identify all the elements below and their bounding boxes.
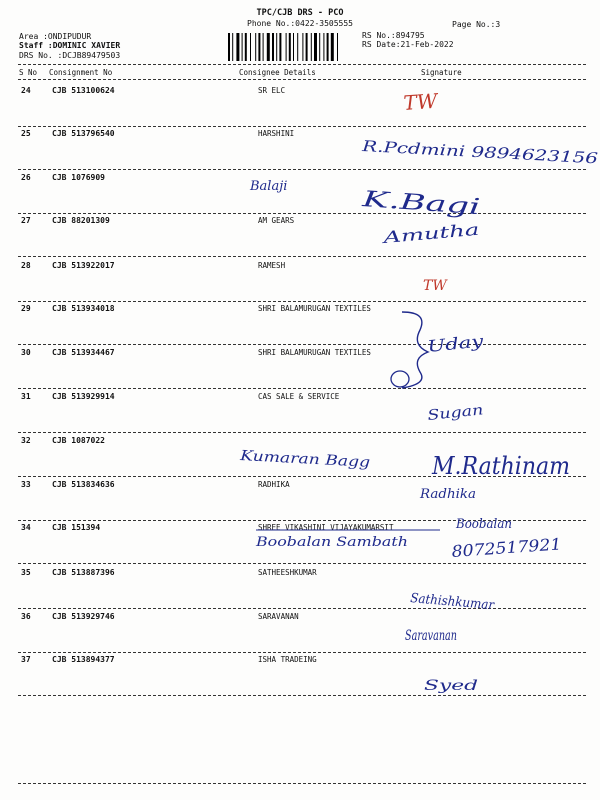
receiver-name-r32: Kumaran Bagg <box>239 448 347 470</box>
col-consignee: Consignee Details <box>239 68 316 77</box>
row-consignment-no: CJB 1087022 <box>52 436 105 445</box>
row-sno: 25 <box>21 129 31 138</box>
row-sno: 33 <box>21 480 31 489</box>
row-sno: 34 <box>21 523 31 532</box>
row-consignee: HARSHINI <box>258 129 295 138</box>
area-label: Area :ONDIPUDUR <box>19 32 92 41</box>
row-sno: 29 <box>21 304 31 313</box>
signature-r28: TW <box>423 278 447 294</box>
signature-r37: Syed <box>424 678 479 694</box>
row-sno: 30 <box>21 348 31 357</box>
row-consignment-no: CJB 513894377 <box>52 655 115 664</box>
signature-r35: Sathishkumar <box>409 591 503 615</box>
row-consignment-no: CJB 513887396 <box>52 568 115 577</box>
row-consignee: ISHA TRADEING <box>258 655 317 664</box>
col-signature: Signature <box>421 68 462 77</box>
row-consignee: SHRI BALAMURUGAN TEXTILES <box>258 348 371 357</box>
signature-r26: K.Bagi <box>361 187 437 218</box>
row-sno: 31 <box>21 392 31 401</box>
bracket-r29-r30 <box>402 312 428 388</box>
row-consignee: SR ELC <box>258 86 286 95</box>
signature-r24: TW <box>402 88 439 115</box>
phone-r34: 8072517921 <box>450 534 554 561</box>
row-consignee: RADHIKA <box>258 480 290 489</box>
receiver-name-r26: Balaji <box>250 179 288 194</box>
row-sno: 26 <box>21 173 31 182</box>
staff-label: Staff :DOMINIC XAVIER <box>19 41 121 50</box>
row-consignee: CAS SALE & SERVICE <box>258 392 340 401</box>
signature-r29-r30: Uday <box>426 332 471 356</box>
row-consignee: SHRI BALAMURUGAN TEXTILES <box>258 304 371 313</box>
signature-r31: Sugan <box>426 403 474 424</box>
row-sno: 35 <box>21 568 31 577</box>
row-consignment-no: CJB 513834636 <box>52 480 115 489</box>
footer-rule <box>18 783 586 784</box>
row-sno: 28 <box>21 261 31 270</box>
row-consignment-no: CJB 513796540 <box>52 129 115 138</box>
row-consignee: AM GEARS <box>258 216 295 225</box>
row-consignee: SHREE VIKASHINI VIJAYAKUMARSIT <box>258 523 394 532</box>
row-sno: 24 <box>21 86 31 95</box>
row-consignment-no: CJB 513922017 <box>52 261 115 270</box>
row-sno: 32 <box>21 436 31 445</box>
signature-r32: M.Rathinam <box>431 452 570 480</box>
row-consignee: RAMESH <box>258 261 286 270</box>
row-consignee: SARAVANAN <box>258 612 299 621</box>
row-sno: 37 <box>21 655 31 664</box>
row-sno: 27 <box>21 216 31 225</box>
document-title: TPC/CJB DRS - PCO <box>256 8 344 18</box>
row-consignment-no: CJB 513934018 <box>52 304 115 313</box>
signature-r33: Radhika <box>418 487 476 502</box>
rs-date: RS Date:21-Feb-2022 <box>362 40 454 49</box>
receiver-name-r34: Boobalan Sambath <box>254 535 408 550</box>
row-consignment-no: CJB 513929746 <box>52 612 115 621</box>
row-consignment-no: CJB 88201309 <box>52 216 110 225</box>
phone-number: Phone No.:0422-3505555 <box>247 19 353 28</box>
circled-count <box>391 371 409 387</box>
col-sno: S No <box>19 68 38 77</box>
row-consignment-no: CJB 513100624 <box>52 86 115 95</box>
row-consignment-no: CJB 1076909 <box>52 173 105 182</box>
signature-r25: R.Pcdmini 9894623156 <box>361 137 541 165</box>
col-consignment: Consignment No <box>49 68 113 77</box>
page-number: Page No.:3 <box>452 20 501 29</box>
rs-number: RS No.:894795 <box>362 31 425 40</box>
row-sno: 36 <box>21 612 31 621</box>
row-consignment-no: CJB 151394 <box>52 523 101 532</box>
row-consignment-no: CJB 513934467 <box>52 348 115 357</box>
signature-r36: Saravanan <box>405 628 457 644</box>
row-consignee: SATHEESHKUMAR <box>258 568 317 577</box>
signature-r27: Amutha <box>382 222 448 247</box>
row-consignment-no: CJB 513929914 <box>52 392 115 401</box>
signature-r34: Boobalan <box>455 517 512 532</box>
drs-number: DRS No. :DCJB89479503 <box>19 51 121 60</box>
